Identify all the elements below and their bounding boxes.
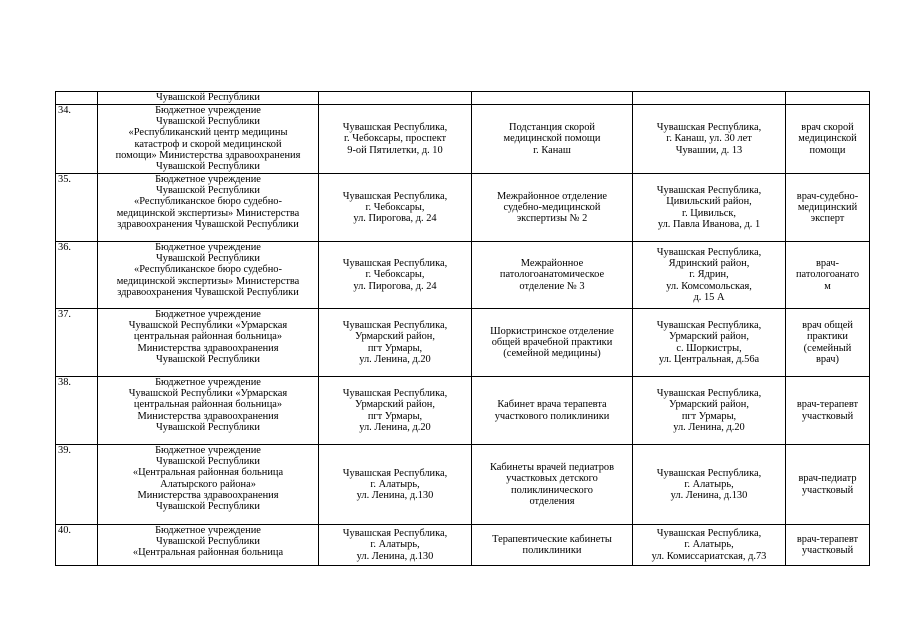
unit-cell: Шоркистринское отделение общей врачебной практики (семейной медицины) [472, 309, 633, 377]
position-cell: врач скорой медицинской помощи [786, 105, 870, 174]
organization-address-cell: Чувашская Республика, Урмарский район, пгт Урмары, ул. Ленина, д.20 [319, 377, 472, 445]
organization-address-cell [319, 92, 472, 105]
table-row [56, 525, 870, 566]
unit-address-cell: Чувашская Республика, Урмарский район, с. Шоркистры, ул. Центральная, д.56а [633, 309, 786, 377]
unit-address-cell: Чувашская Республика, г. Алатырь, ул. Комиссариатская, д.73 [633, 525, 786, 566]
position-cell: врач-терапевт участковый [786, 525, 870, 566]
number-cell: 38. [56, 377, 98, 445]
unit-cell: Межрайонное патологоанатомическое отделение № 3 [472, 242, 633, 309]
organization-cell: Бюджетное учреждение Чувашской Республики «Центральная районная больница Алатырского района» Министерства здравоохранения Чувашской Республики [98, 445, 319, 525]
table-row [56, 92, 870, 105]
organization-address-cell: Чувашская Республика, г. Алатырь, ул. Ленина, д.130 [319, 445, 472, 525]
organization-cell: Бюджетное учреждение Чувашской Республики «Урмарская центральная районная больница» Министерства здравоохранения Чувашской Республики [98, 377, 319, 445]
position-cell: врач общей практики (семейный врач) [786, 309, 870, 377]
organization-address-cell: Чувашская Республика, г. Чебоксары, ул. Пирогова, д. 24 [319, 174, 472, 242]
organization-address-cell: Чувашская Республика, г. Алатырь, ул. Ленина, д.130 [319, 525, 472, 566]
unit-address-cell: Чувашская Республика, г. Канаш, ул. 30 лет Чувашии, д. 13 [633, 105, 786, 174]
unit-address-cell: Чувашская Республика, Ядринский район, г. Ядрин, ул. Комсомольская, д. 15 А [633, 242, 786, 309]
organization-address-cell: Чувашская Республика, Урмарский район, пгт Урмары, ул. Ленина, д.20 [319, 309, 472, 377]
number-cell: 39. [56, 445, 98, 525]
position-cell: врач-судебно- медицинский эксперт [786, 174, 870, 242]
unit-cell: Подстанция скорой медицинской помощи г. Канаш [472, 105, 633, 174]
position-cell: врач-терапевт участковый [786, 377, 870, 445]
organization-cell: Бюджетное учреждение Чувашской Республики «Республиканское бюро судебно- медицинской экспертизы» Министерства здравоохранения Чувашской Республики [98, 242, 319, 309]
position-cell: врач- патологоанато м [786, 242, 870, 309]
unit-cell: Кабинет врача терапевта участкового поликлиники [472, 377, 633, 445]
unit-cell: Кабинеты врачей педиатров участковых детского поликлинического отделения [472, 445, 633, 525]
unit-address-cell: Чувашская Республика, Урмарский район, пгт Урмары, ул. Ленина, д.20 [633, 377, 786, 445]
position-cell [786, 92, 870, 105]
table-row [56, 105, 870, 174]
organization-cell: Бюджетное учреждение Чувашской Республики «Урмарская центральная районная больница» Министерства здравоохранения Чувашской Республики [98, 309, 319, 377]
unit-address-cell [633, 92, 786, 105]
organization-cell: Бюджетное учреждение Чувашской Республики «Республиканский центр медицины катастроф и скорой медицинской помощи» Министерства здравоохранения Чувашской Республики [98, 105, 319, 174]
organization-cell: Бюджетное учреждение Чувашской Республики «Республиканское бюро судебно- медицинской экспертизы» Министерства здравоохранения Чувашской Республики [98, 174, 319, 242]
number-cell: 36. [56, 242, 98, 309]
table-row [56, 377, 870, 445]
organization-address-cell: Чувашская Республика, г. Чебоксары, проспект 9-ой Пятилетки, д. 10 [319, 105, 472, 174]
unit-cell: Межрайонное отделение судебно-медицинской экспертизы № 2 [472, 174, 633, 242]
number-cell: 37. [56, 309, 98, 377]
table-row [56, 309, 870, 377]
table-row [56, 445, 870, 525]
organization-address-cell: Чувашская Республика, г. Чебоксары, ул. Пирогова, д. 24 [319, 242, 472, 309]
organization-cell: Бюджетное учреждение Чувашской Республики «Центральная районная больница [98, 525, 319, 566]
table-row [56, 174, 870, 242]
number-cell [56, 92, 98, 105]
unit-cell [472, 92, 633, 105]
unit-cell: Терапевтические кабинеты поликлиники [472, 525, 633, 566]
number-cell: 34. [56, 105, 98, 174]
table-row [56, 242, 870, 309]
unit-address-cell: Чувашская Республика, г. Алатырь, ул. Ленина, д.130 [633, 445, 786, 525]
number-cell: 40. [56, 525, 98, 566]
unit-address-cell: Чувашская Республика, Цивильский район, г. Цивильск, ул. Павла Иванова, д. 1 [633, 174, 786, 242]
number-cell: 35. [56, 174, 98, 242]
position-cell: врач-педиатр участковый [786, 445, 870, 525]
facilities-table [55, 91, 870, 566]
organization-cell: Чувашской Республики [98, 92, 319, 105]
